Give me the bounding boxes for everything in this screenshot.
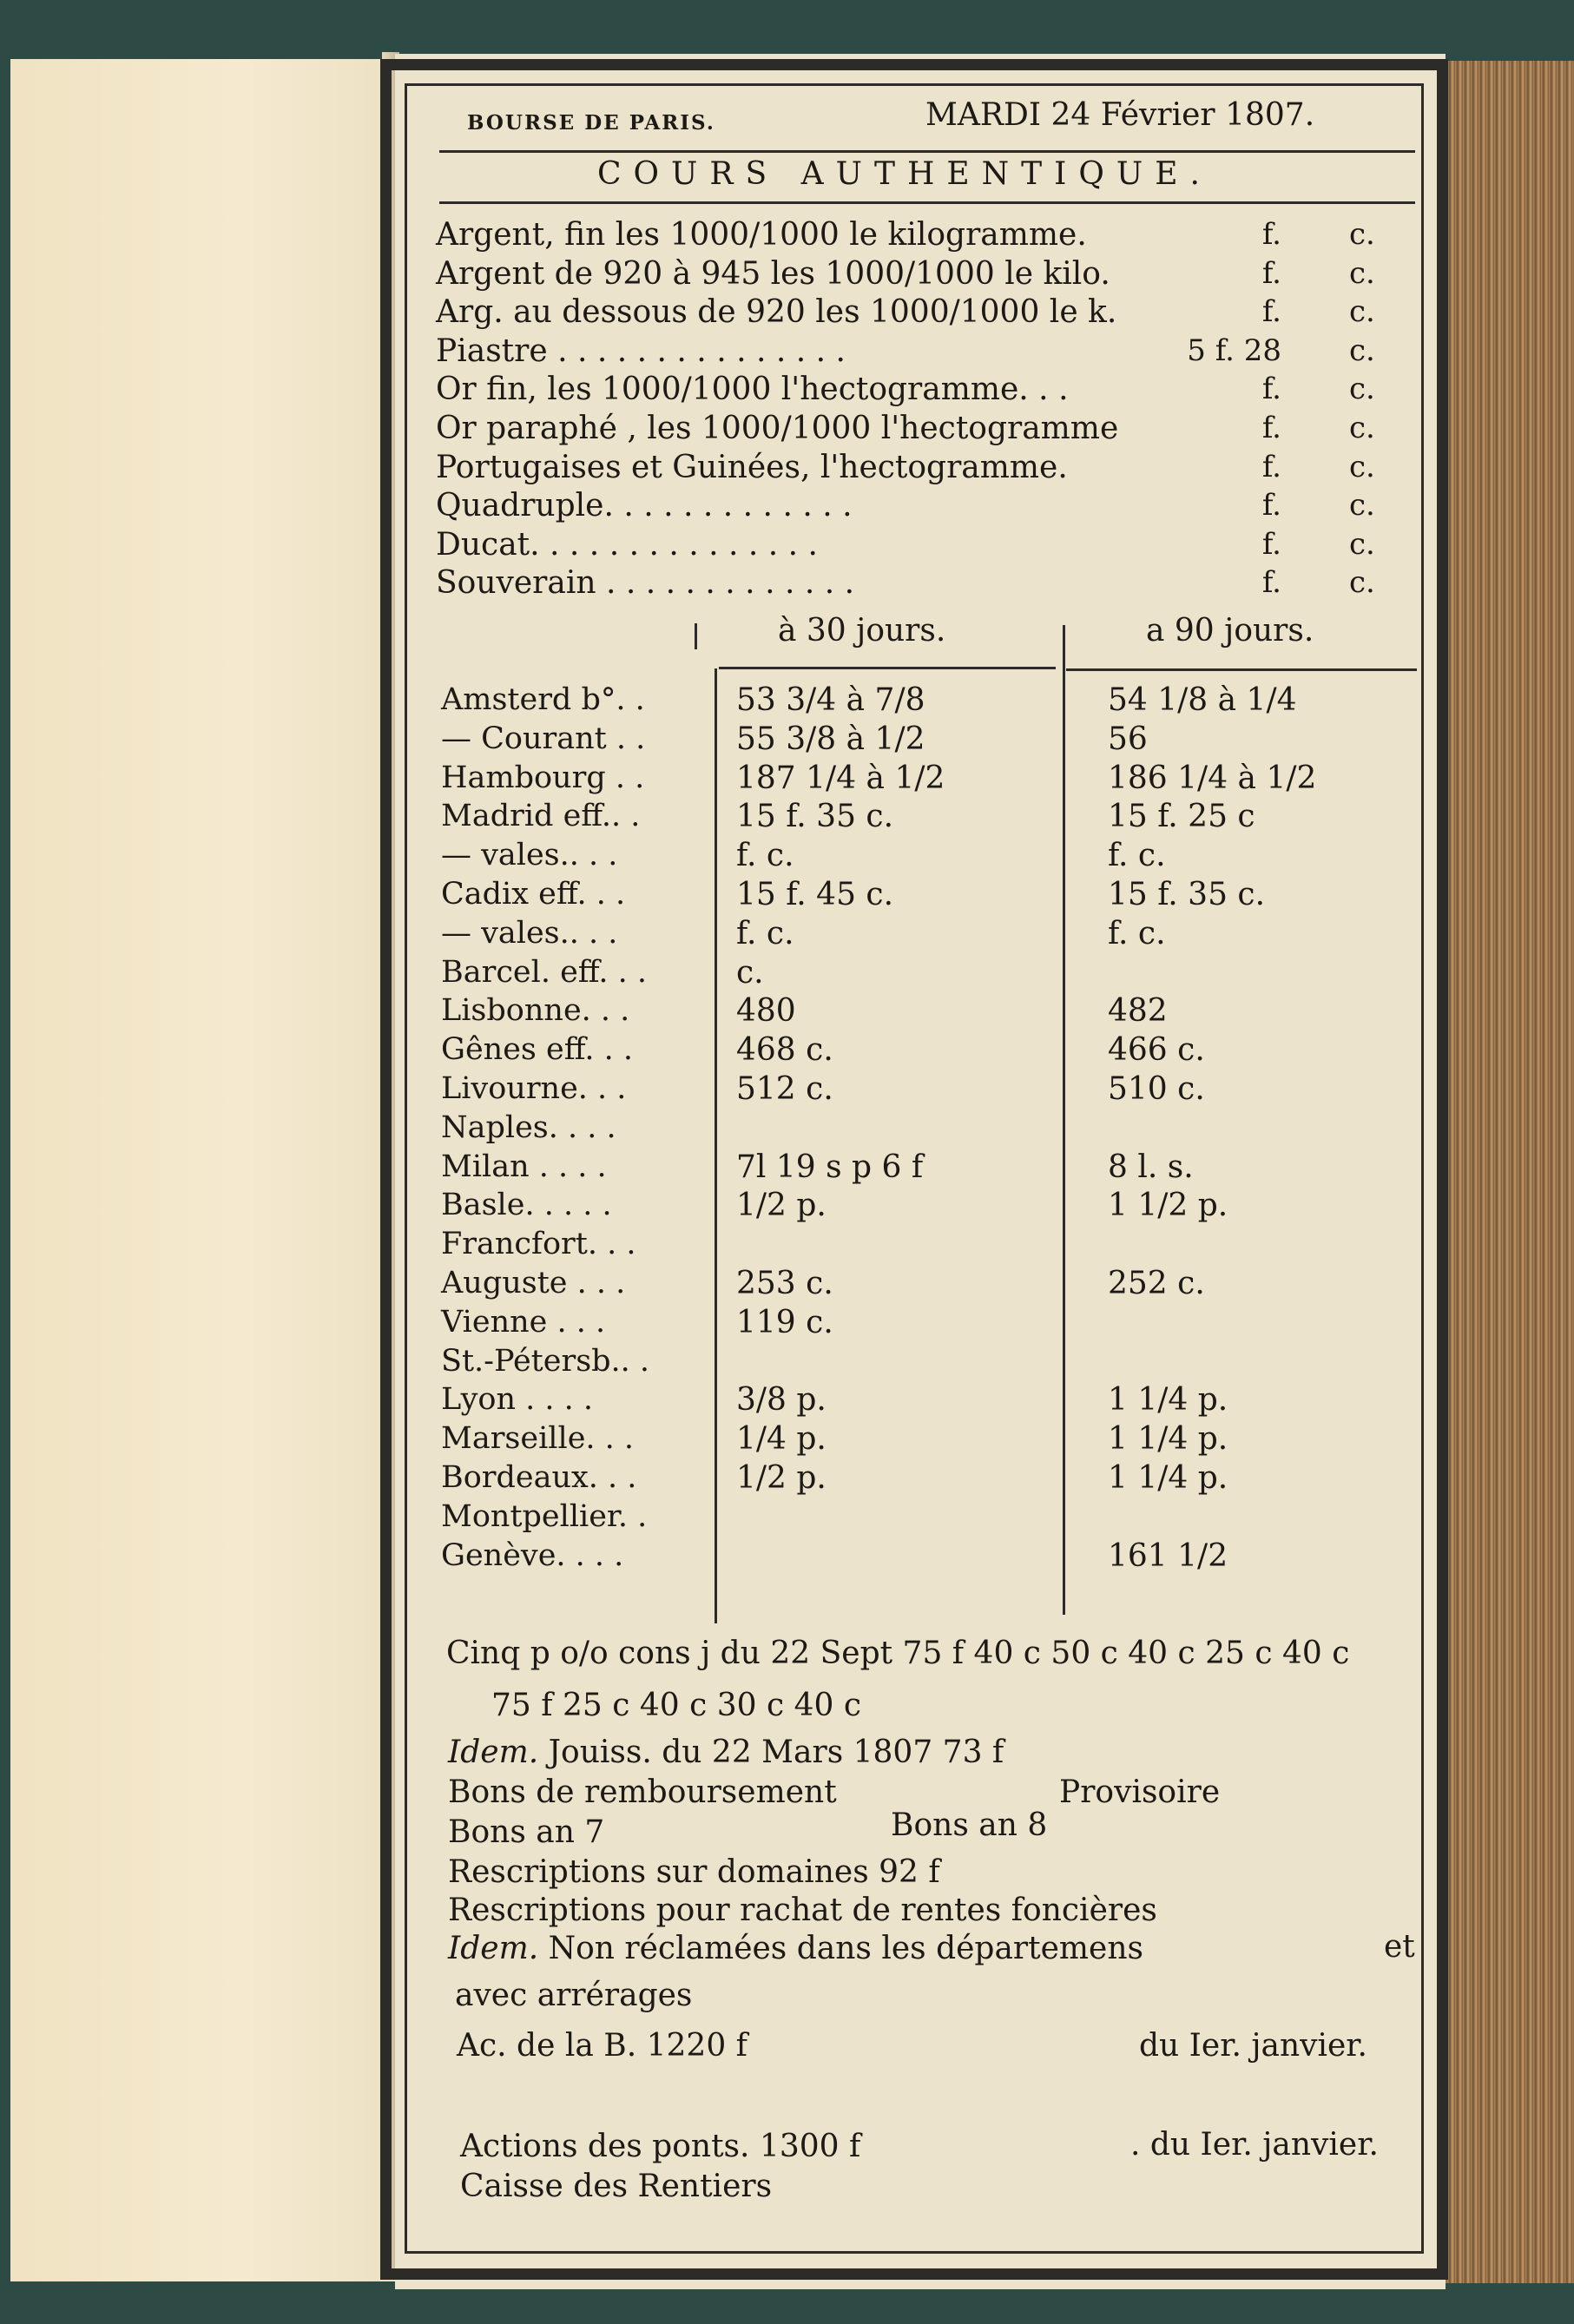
metal-franc: f. (1261, 565, 1281, 601)
idem-non-reclamees (448, 1931, 1143, 1966)
exchange-place: Lyon . . . . (441, 1382, 594, 1418)
exchange-place: Gênes eff. . . (441, 1032, 633, 1068)
rate-30-days: 512 c. (736, 1071, 833, 1107)
exchange-place: Naples. . . . (441, 1109, 616, 1145)
rate-30-days: 55 3/8 à 1/2 (736, 721, 925, 757)
header-date: MARDI 24 Février 1807. (925, 97, 1315, 133)
metal-centime: c. (1349, 526, 1375, 562)
rate-90-days: f. c. (1108, 838, 1166, 874)
exchange-place: Madrid eff.. . (441, 799, 641, 834)
metal-centime: c. (1349, 294, 1375, 330)
exchange-place: Barcel. eff. . . (441, 954, 648, 990)
idem-jouissance-text: Jouiss. du 22 Mars 1807 73 f (538, 1735, 1004, 1770)
rate-90-days: 1 1/4 p. (1108, 1460, 1228, 1496)
metal-label: Or fin, les 1000/1000 l'hectogramme. . . (436, 372, 1069, 408)
exchange-place: Montpellier. . (441, 1498, 648, 1534)
rate-30-days: 480 (736, 993, 796, 1030)
exchange-place: Milan . . . . (441, 1149, 607, 1184)
exchange-place: Hambourg . . (441, 760, 645, 795)
metal-label: Ducat. . . . . . . . . . . . . . . (436, 526, 818, 563)
rate-90-days: 1 1/4 p. (1108, 1382, 1228, 1419)
exchange-place: Vienne . . . (441, 1304, 606, 1340)
metal-centime: c. (1349, 449, 1375, 484)
caisse-des-rentiers: Caisse des Rentiers (460, 2169, 773, 2204)
metal-centime: c. (1349, 217, 1375, 252)
avec-arrerages: avec arrérages (455, 1978, 693, 2013)
metal-franc: f. (1261, 217, 1281, 252)
rate-30-days: 253 c. (736, 1266, 833, 1301)
metal-franc: f. (1261, 294, 1281, 330)
rate-30-days: 468 c. (736, 1032, 833, 1069)
metal-franc: f. (1261, 372, 1281, 407)
col-divider-top-left (695, 623, 697, 649)
metal-centime: c. (1349, 411, 1375, 445)
rescriptions-domaines: Rescriptions sur domaines 92 f (448, 1854, 940, 1890)
rate-90-days: 161 1/2 (1108, 1537, 1228, 1574)
exchange-place: — vales.. . . (441, 915, 618, 951)
rate-90-days: 1 1/2 p. (1108, 1188, 1228, 1224)
metal-label: Piastre . . . . . . . . . . . . . . . (436, 332, 846, 369)
rate-90-days: 15 f. 35 c. (1108, 877, 1266, 912)
rate-90-days: 15 f. 25 c (1108, 799, 1255, 835)
rate-90-days: 1 1/4 p. (1108, 1421, 1228, 1458)
rate-90-days: 482 (1108, 993, 1168, 1030)
title-rule (439, 201, 1415, 204)
metal-label: Portugaises et Guinées, l'hectogramme. (436, 449, 1068, 485)
section-title: COURS AUTHENTIQUE. (597, 156, 1212, 192)
rate-90-days: 8 l. s. (1108, 1149, 1194, 1185)
rate-30-days: 7l 19 s p 6 f (736, 1149, 924, 1185)
bons-an-7: Bons an 7 (448, 1814, 605, 1850)
metal-franc: f. (1261, 255, 1281, 291)
header-left: BOURSE DE PARIS. (467, 111, 715, 135)
bons-an-8: Bons an 8 (891, 1807, 1048, 1843)
exchange-place: Auguste . . . (441, 1266, 626, 1300)
header-rule (439, 150, 1415, 153)
metal-label: Argent de 920 à 945 les 1000/1000 le kilo. (436, 255, 1110, 292)
cinq-pour-cent-line-2: 75 f 25 c 40 c 30 c 40 c (491, 1688, 862, 1723)
exchange-place: — vales.. . . (441, 838, 618, 873)
exchange-place: Amsterd b°. . (441, 682, 645, 717)
header-rule-30 (719, 667, 1056, 669)
exchange-place: Francfort. . . (441, 1227, 636, 1262)
rate-30-days: f. c. (736, 915, 794, 951)
exchange-place: Lisbonne. . . (441, 993, 630, 1029)
header-rule-90 (1066, 668, 1417, 671)
col-divider-left (715, 668, 717, 1623)
idem-label-2: Idem. (448, 1931, 539, 1966)
rate-30-days: 187 1/4 à 1/2 (736, 760, 945, 796)
exchange-place: Genève. . . . (441, 1537, 624, 1573)
rate-30-days: 15 f. 45 c. (736, 877, 894, 912)
exchange-place: Cadix eff. . . (441, 877, 626, 912)
metal-centime: c. (1349, 488, 1375, 523)
rate-30-days: 15 f. 35 c. (736, 799, 894, 835)
du-1er-janvier-1: du Ier. janvier. (1139, 2028, 1368, 2064)
non-reclamees-text: Non réclamées dans les départemens (538, 1931, 1144, 1966)
rate-90-days: 466 c. (1108, 1032, 1205, 1069)
rate-30-days: 53 3/4 à 7/8 (736, 682, 925, 718)
metal-franc: f. (1261, 526, 1281, 562)
rate-90-days: 510 c. (1108, 1071, 1205, 1107)
blank-left-page (10, 59, 399, 2281)
exchange-place: St.-Pétersb.. . (441, 1343, 650, 1379)
metal-franc: f. (1261, 411, 1281, 445)
metal-centime: c. (1349, 332, 1375, 368)
exchange-place: Livourne. . . (441, 1071, 627, 1106)
bons-remboursement: Bons de remboursement (448, 1774, 837, 1810)
metal-label: Or paraphé , les 1000/1000 l'hectogramme (436, 411, 1119, 446)
idem-jouissance (448, 1735, 1004, 1770)
rate-30-days: 1/4 p. (736, 1421, 827, 1458)
rate-30-days: 1/2 p. (736, 1188, 827, 1224)
metal-franc: f. (1261, 449, 1281, 484)
exchange-place: Basle. . . . . (441, 1188, 612, 1223)
idem-label: Idem. (448, 1735, 539, 1770)
metal-label: Souverain . . . . . . . . . . . . . (436, 565, 855, 602)
header-30-days: à 30 jours. (778, 613, 946, 648)
rate-30-days: 119 c. (736, 1304, 833, 1340)
metal-franc: f. (1261, 488, 1281, 523)
metal-centime: c. (1349, 565, 1375, 601)
exchange-place: Bordeaux. . . (441, 1460, 637, 1495)
metal-centime: c. (1349, 255, 1375, 291)
header-90-days: a 90 jours. (1146, 613, 1314, 648)
rate-30-days: 3/8 p. (736, 1382, 827, 1419)
metal-label: Arg. au dessous de 920 les 1000/1000 le k. (436, 294, 1117, 331)
et: et (1384, 1929, 1415, 1965)
metal-label: Quadruple. . . . . . . . . . . . . (436, 488, 853, 524)
col-divider-right (1063, 625, 1065, 1615)
rate-90-days: 54 1/8 à 1/4 (1108, 682, 1297, 718)
du-1er-janvier-2: . du Ier. janvier. (1130, 2127, 1379, 2163)
rescriptions-rentes: Rescriptions pour rachat de rentes foncières (448, 1893, 1157, 1928)
rate-90-days: f. c. (1108, 915, 1166, 951)
rate-30-days: f. c. (736, 838, 794, 874)
cinq-pour-cent-line-1: Cinq p o/o cons j du 22 Sept 75 f 40 c 50 c 40 c 25 c 40 c (446, 1636, 1350, 1671)
rate-90-days: 56 (1108, 721, 1148, 757)
metal-centime: c. (1349, 372, 1375, 407)
rate-30-days: c. (736, 954, 764, 991)
actions-des-ponts: Actions des ponts. 1300 f (460, 2129, 861, 2164)
provisoire: Provisoire (1059, 1774, 1221, 1810)
metal-label: Argent, fin les 1000/1000 le kilogramme. (436, 217, 1087, 253)
rate-90-days: 186 1/4 à 1/2 (1108, 760, 1317, 796)
exchange-place: Marseille. . . (441, 1421, 635, 1457)
rate-30-days: 1/2 p. (736, 1460, 827, 1496)
exchange-place: — Courant . . (441, 721, 646, 756)
rate-90-days: 252 c. (1108, 1266, 1205, 1301)
metal-franc: 5 f. 28 (1187, 332, 1281, 368)
action-banque: Ac. de la B. 1220 f (457, 2028, 747, 2064)
